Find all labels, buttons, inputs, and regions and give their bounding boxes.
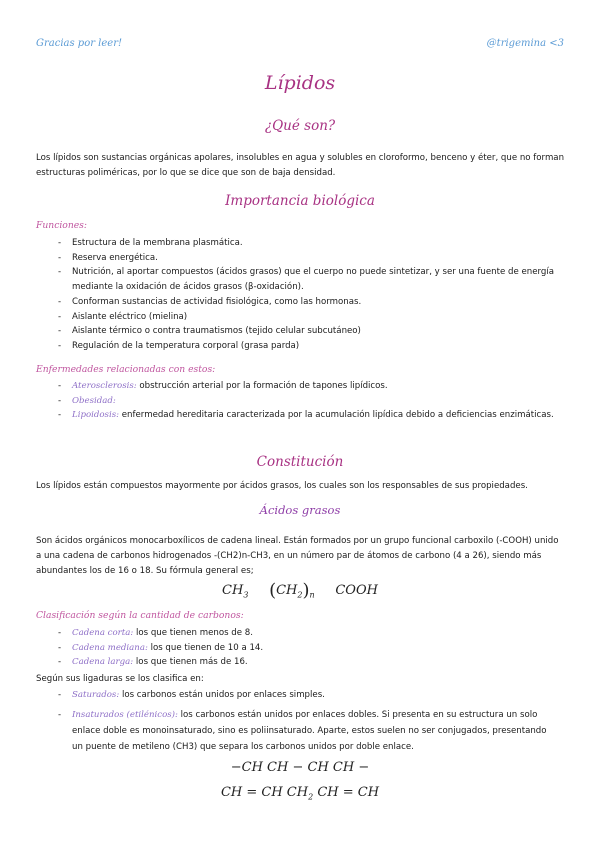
list-item: - Estructura de la membrana plasmática. xyxy=(36,236,556,251)
funciones-label: Funciones: xyxy=(36,220,87,231)
term-desc: los carbonos están unidos por enlaces simples. xyxy=(119,690,325,700)
clasificacion-list xyxy=(36,626,556,670)
list-item: - Aislante eléctrico (mielina) xyxy=(36,310,556,325)
general-formula xyxy=(0,580,600,601)
term: Aterosclerosis: xyxy=(72,381,137,391)
page-title: Lípidos xyxy=(264,72,336,94)
term-desc: los que tienen menos de 8. xyxy=(133,628,253,638)
term: Insaturados (etilénicos): xyxy=(72,709,178,720)
constitucion-heading: Constitución xyxy=(256,454,344,470)
list-item xyxy=(36,394,556,409)
list-item: - Regulación de la temperatura corporal (grasa parda) xyxy=(36,339,556,354)
formula-ch3: $CH_3$ xyxy=(222,583,249,600)
unsaturated-formula-line2: CH = CH $CH_2$ CH = CH xyxy=(220,785,380,802)
list-item xyxy=(36,641,556,656)
term: Cadena mediana: xyxy=(72,642,148,653)
header-left: Gracias por leer! xyxy=(36,38,123,49)
term: Cadena larga: xyxy=(72,657,134,668)
clasificacion-label: Clasificación según la cantidad de carbonos: xyxy=(36,610,244,621)
list-item xyxy=(36,626,556,641)
list-item: - Aislante térmico o contra traumatismos (tejido celular subcutáneo) xyxy=(36,324,556,339)
header-right: @trigemina <3 xyxy=(486,38,564,49)
ligaduras-intro: Según sus ligaduras se los clasifica en: xyxy=(36,674,204,684)
list-item xyxy=(36,707,556,755)
enfermedades-list xyxy=(36,379,556,423)
term-desc: enfermedad hereditaria caracterizada por la acumulación lipídica debido a deficiencias enzimáticas. xyxy=(119,410,554,421)
ligaduras-list xyxy=(36,688,556,755)
que-son-text: Los lípidos son sustancias orgánicas apolares, insolubles en agua y solubles en cloroformo, benceno y éter, que no forman estructuras poliméricas, por lo que se dice que son de baja densidad. xyxy=(36,153,565,178)
term: Lipoidosis: xyxy=(72,410,120,421)
formula-cooh: COOH xyxy=(335,583,378,598)
funciones-list xyxy=(36,236,556,354)
term-desc: los que tienen más de 16. xyxy=(133,657,248,668)
list-item: - Conforman sustancias de actividad fisiológica, como las hormonas. xyxy=(36,295,556,310)
term: Obesidad: xyxy=(72,395,116,406)
list-item xyxy=(36,688,556,703)
importancia-heading: Importancia biológica xyxy=(225,193,375,209)
list-item: - Reserva energética. xyxy=(36,251,556,266)
list-item: - Nutrición, al aportar compuestos (ácidos grasos) que el cuerpo no puede sintetizar, y ser una fuente de energía mediante la oxidación de ácidos grasos (β-oxidación). xyxy=(36,265,556,294)
list-item xyxy=(36,655,556,670)
term-desc: los que tienen de 10 a 14. xyxy=(147,642,264,653)
constitucion-text: Los lípidos están compuestos mayormente por ácidos grasos, los cuales son los responsables de sus propiedades. xyxy=(36,481,528,491)
enfermedades-label: Enfermedades relacionadas con estos: xyxy=(36,364,216,375)
que-son-heading: ¿Qué son? xyxy=(264,118,336,134)
unsaturated-formula-line1: −CH CH − CH CH − xyxy=(230,760,370,775)
term: Saturados: xyxy=(72,690,120,700)
acidos-grasos-heading: Ácidos grasos xyxy=(259,503,341,517)
term: Cadena corta: xyxy=(72,628,134,638)
term-desc: obstrucción arterial por la formación de tapones lipídicos. xyxy=(136,381,388,391)
term-desc: los carbonos están unidos por enlaces dobles. Si presenta en su estructura un solo enlace doble es monoinsaturado, sino es poliinsaturado. Aparte, estos suelen no ser conjugados, presentando un puente de metileno (CH3) que separa los carbonos unidos por doble enlace. xyxy=(72,709,547,752)
formula-ch2n: $(CH_2)_n$ xyxy=(269,580,315,601)
list-item xyxy=(36,408,556,423)
list-item xyxy=(36,379,556,394)
acidos-grasos-text: Son ácidos orgánicos monocarboxílicos de cadena lineal. Están formados por un grupo funcional carboxilo (-COOH) unido a una cadena de carbonos hidrogenados -(CH2)n-CH3, en un número par de átomos de carbono (4 a 26), siendo más abundantes los de 16 o 18. Su fórmula general es; xyxy=(36,536,559,576)
